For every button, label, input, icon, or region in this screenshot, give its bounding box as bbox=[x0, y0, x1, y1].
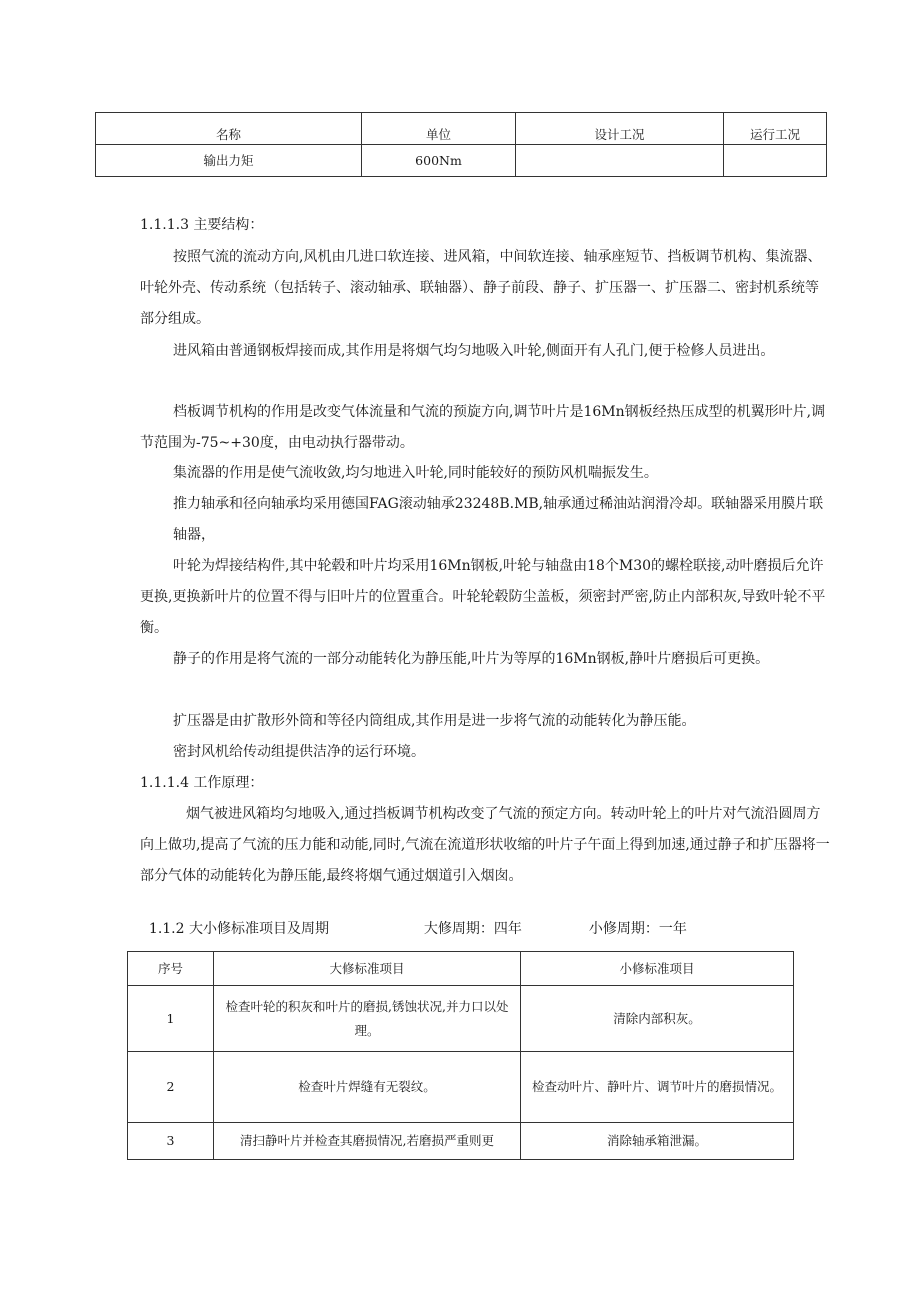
cell-major-item: 检查叶轮的积灰和叶片的磨损,锈蚀状况,并力口以处理。 bbox=[214, 986, 521, 1052]
paragraph-stator: 静子的作用是将气流的一部分动能转化为静压能,叶片为等厚的16Mn钢板,静叶片磨损后可更换。 bbox=[173, 651, 770, 667]
paragraph-structure-overview: 按照气流的流动方向,风机由几进口软连接、进风箱，中间软连接、轴承座短节、挡板调节机构、集流器、叶轮外壳、传动系统（包括转子、滚动轴承、联轴器）、静子前段、静子、扩压器一、扩压器二、密封机系统等部分组成。 bbox=[140, 249, 822, 327]
cell-seq: 1 bbox=[128, 986, 214, 1052]
cell-operating bbox=[724, 145, 827, 177]
table-header-row bbox=[128, 952, 794, 986]
overhaul-title: 1.1.2 大小修标准项目及周期 bbox=[148, 921, 329, 937]
overhaul-items-table bbox=[127, 951, 794, 1160]
cell-seq: 2 bbox=[128, 1052, 214, 1123]
table-header-row bbox=[96, 113, 827, 145]
paragraph-impeller: 叶轮为焊接结构件,其中轮毂和叶片均采用16Mn钢板,叶轮与轴盘由18个M30的螺栓联接,动叶磨损后允许更换,更换新叶片的位置不得与旧叶片的位置重合。叶轮轮毂防尘盖板，须密封严密,防止内部积灰,导致叶轮不平衡。 bbox=[140, 558, 826, 636]
header-operating: 运行工况 bbox=[724, 113, 827, 145]
header-minor-items: 小修标准项目 bbox=[521, 952, 794, 986]
paragraph-damper: 档板调节机构的作用是改变气体流量和气流的预旋方向,调节叶片是16Mn钢板经热压成型的机翼形叶片,调节范围为-75~+30度，由电动执行器带动。 bbox=[140, 404, 826, 451]
cell-seq: 3 bbox=[128, 1123, 214, 1160]
major-overhaul-period: 大修周期：四年 bbox=[423, 921, 522, 937]
cell-minor-item: 消除轴承箱泄漏。 bbox=[521, 1123, 794, 1160]
cell-design bbox=[516, 145, 724, 177]
cell-minor-item: 检查动叶片、静叶片、调节叶片的磨损情况。 bbox=[521, 1052, 794, 1123]
section-heading-overhaul bbox=[140, 899, 687, 939]
table-row bbox=[128, 986, 794, 1052]
cell-major-item: 清扫静叶片并检查其磨损情况,若磨损严重则更 bbox=[214, 1123, 521, 1160]
paragraph-collector: 集流器的作用是使气流收敛,均匀地进入叶轮,同时能较好的预防风机喘振发生。 bbox=[173, 465, 658, 481]
cell-minor-item: 清除内部积灰。 bbox=[521, 986, 794, 1052]
minor-overhaul-period: 小修周期：一年 bbox=[588, 921, 687, 937]
table-row bbox=[96, 145, 827, 177]
header-seq: 序号 bbox=[128, 952, 214, 986]
paragraph-inlet-box: 进风箱由普通钢板焊接而成,其作用是将烟气均匀地吸入叶轮,侧面开有人孔门,便于检修人员进出。 bbox=[173, 343, 775, 359]
cell-unit: 600Nm bbox=[362, 145, 516, 177]
table-row bbox=[128, 1052, 794, 1123]
header-design: 设计工况 bbox=[516, 113, 724, 145]
section-heading-principle: 1.1.1.4 工作原理： bbox=[140, 775, 264, 791]
parameter-table bbox=[95, 112, 827, 177]
header-unit: 单位 bbox=[362, 113, 516, 145]
section-heading-structure: 1.1.1.3 主要结构： bbox=[140, 217, 264, 233]
paragraph-diffuser: 扩压器是由扩散形外筒和等径内筒组成,其作用是进一步将气流的动能转化为静压能。 bbox=[173, 713, 696, 729]
header-name: 名称 bbox=[96, 113, 362, 145]
paragraph-bearing: 推力轴承和径向轴承均采用德国FAG滚动轴承23248B.MB,轴承通过稀油站润滑冷却。联轴器采用膜片联轴器， bbox=[173, 496, 824, 543]
paragraph-working-principle: 烟气被进风箱均匀地吸入,通过挡板调节机构改变了气流的预定方向。转动叶轮上的叶片对气流沿圆周方向上做功,提高了气流的压力能和动能,同时,气流在流道形状收缩的叶片子午面上得到加速,通过静子和扩压器将一部分气体的动能转化为静压能,最终将烟气通过烟道引入烟囱。 bbox=[140, 806, 830, 884]
paragraph-seal-fan: 密封风机给传动组提供洁净的运行环境。 bbox=[173, 744, 425, 760]
cell-major-item: 检查叶片焊缝有无裂纹。 bbox=[214, 1052, 521, 1123]
table-row bbox=[128, 1123, 794, 1160]
header-major-items: 大修标准项目 bbox=[214, 952, 521, 986]
cell-name: 输出力矩 bbox=[96, 145, 362, 177]
